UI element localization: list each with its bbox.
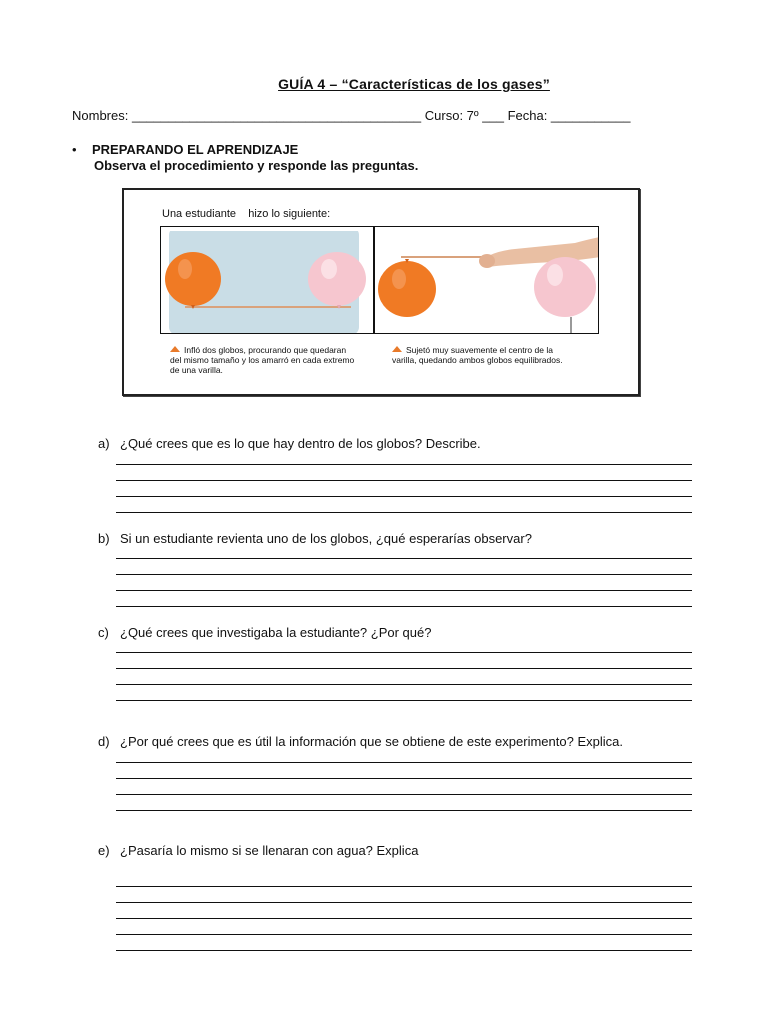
answer-line[interactable] — [116, 496, 692, 497]
question-a — [98, 436, 481, 451]
question-d — [98, 734, 623, 749]
answer-line[interactable] — [116, 794, 692, 795]
balloon-panel-2 — [374, 226, 599, 334]
bullet-icon: • — [72, 142, 77, 157]
question-letter: b) — [98, 531, 110, 546]
answer-line[interactable] — [116, 762, 692, 763]
answer-line[interactable] — [116, 950, 692, 951]
answer-line[interactable] — [116, 606, 692, 607]
answer-line[interactable] — [116, 886, 692, 887]
question-text: ¿Qué crees que es lo que hay dentro de los globos? Describe. — [120, 436, 481, 451]
triangle-icon — [170, 346, 180, 352]
answer-line[interactable] — [116, 934, 692, 935]
question-text: Si un estudiante revienta uno de los globos, ¿qué esperarías observar? — [120, 531, 532, 546]
answer-line[interactable] — [116, 778, 692, 779]
answer-line[interactable] — [116, 480, 692, 481]
balloons-on-rod-image — [161, 227, 374, 334]
question-letter: d) — [98, 734, 110, 749]
question-letter: c) — [98, 625, 109, 640]
balanced-balloons-image — [375, 227, 599, 334]
answer-line[interactable] — [116, 700, 692, 701]
answer-line[interactable] — [116, 684, 692, 685]
answer-line[interactable] — [116, 810, 692, 811]
answer-line[interactable] — [116, 668, 692, 669]
answer-line[interactable] — [116, 464, 692, 465]
question-letter: a) — [98, 436, 110, 451]
question-letter: e) — [98, 843, 110, 858]
figure-note-1-text: Infló dos globos, procurando que quedaran del mismo tamaño y los amarró en cada extremo de una varilla. — [170, 345, 355, 375]
instruction-text: Observa el procedimiento y responde las preguntas. — [94, 158, 419, 173]
figure-note-2 — [392, 345, 567, 365]
figure-caption: Una estudiante hizo lo siguiente: — [162, 208, 331, 220]
answer-line[interactable] — [116, 512, 692, 513]
page-title: GUÍA 4 – “Características de los gases” — [278, 76, 550, 92]
section-heading: PREPARANDO EL APRENDIZAJE — [92, 142, 299, 157]
answer-line[interactable] — [116, 918, 692, 919]
figure-note-2-text: Sujetó muy suavemente el centro de la varilla, quedando ambos globos equilibrados. — [392, 345, 563, 365]
triangle-icon — [392, 346, 402, 352]
answer-line[interactable] — [116, 590, 692, 591]
question-text: ¿Qué crees que investigaba la estudiante? ¿Por qué? — [120, 625, 432, 640]
question-text: ¿Por qué crees que es útil la información que se obtiene de este experimento? Explica. — [120, 734, 623, 749]
student-info-line: Nombres: ________________________________________ Curso: 7º ___ Fecha: ___________ — [72, 108, 631, 123]
answer-line[interactable] — [116, 574, 692, 575]
question-text: ¿Pasaría lo mismo si se llenaran con agua? Explica — [120, 843, 419, 858]
question-b — [98, 531, 532, 546]
balloon-panel-1 — [160, 226, 374, 334]
answer-line[interactable] — [116, 558, 692, 559]
answer-line[interactable] — [116, 652, 692, 653]
question-e — [98, 843, 418, 858]
answer-line[interactable] — [116, 902, 692, 903]
question-c — [98, 625, 431, 640]
figure-note-1 — [170, 345, 355, 375]
